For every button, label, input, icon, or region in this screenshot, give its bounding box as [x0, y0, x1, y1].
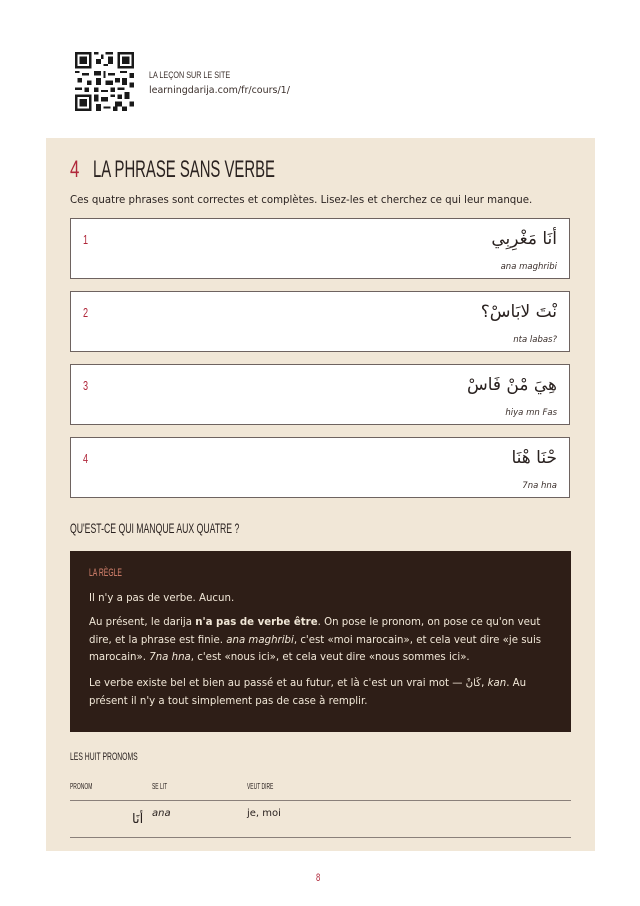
- question-heading: QU'EST-CE QUI MANQUE AUX QUATRE ?: [70, 520, 240, 536]
- sentence-arabic: أنَا مَغْرِبِي: [491, 229, 557, 249]
- sentence-transliteration: ana maghribi: [500, 262, 557, 272]
- sentence-card: [70, 364, 570, 425]
- sentence-arabic: حْنَا هْنَا: [511, 448, 557, 468]
- pronoun-reading: ana: [152, 808, 171, 819]
- qr-url[interactable]: learningdarija.com/fr/cours/1/: [149, 85, 290, 96]
- table-divider: [70, 837, 571, 838]
- sentence-arabic: هِيَ مْنْ فَاسْ: [466, 375, 557, 395]
- rule-paragraph: Au présent, le darija n'a pas de verbe être. On pose le pronom, on pose ce qu'on veut dire, et la phrase est finie. ana maghribi, c'est «moi marocain», et cela veut dire «je suis marocain». 7na hna, c'est «nous ici», et cela veut dire «nous sommes ici».: [89, 617, 542, 663]
- sentence-transliteration: nta labas?: [513, 335, 557, 345]
- sentence-transliteration: hiya mn Fas: [505, 408, 557, 418]
- qr-code: [75, 52, 134, 111]
- section-intro: Ces quatre phrases sont correctes et complètes. Lisez-les et cherchez ce qui leur manque.: [70, 195, 533, 206]
- rule-paragraph: Il n'y a pas de verbe. Aucun.: [89, 593, 235, 604]
- sentence-card: [70, 437, 570, 498]
- sentence-transliteration: 7na hna: [522, 481, 557, 491]
- rule-label: LA RÈGLE: [89, 567, 122, 579]
- sentence-number: 1: [83, 232, 89, 247]
- pronouns-heading: LES HUIT PRONOMS: [70, 751, 138, 763]
- section-number: 4: [70, 156, 80, 183]
- column-header-veut-dire: VEUT DIRE: [247, 782, 274, 791]
- column-header-pronom: PRONOM: [70, 782, 93, 791]
- table-divider: [70, 800, 571, 801]
- rule-paragraph: Le verbe existe bel et bien au passé et au futur, et là c'est un vrai mot — كَانْ, kan. Au présent il n'y a tout simplement pas de case à remplir.: [89, 678, 527, 707]
- pronoun-meaning: je, moi: [247, 808, 281, 819]
- sentence-number: 2: [83, 305, 89, 320]
- sentence-card: [70, 291, 570, 352]
- sentence-card: [70, 218, 570, 279]
- sentence-number: 4: [83, 451, 89, 466]
- section-title: LA PHRASE SANS VERBE: [93, 156, 275, 183]
- qr-title: LA LEÇON SUR LE SITE: [149, 70, 231, 80]
- sentence-arabic: نْتَ لابَاسْ؟: [480, 302, 557, 322]
- page-number: 8: [316, 872, 321, 884]
- pronoun-arabic: أنَا: [132, 812, 144, 827]
- sentence-number: 3: [83, 378, 89, 393]
- rule-box: [70, 551, 571, 732]
- column-header-se-lit: SE LIT: [152, 782, 168, 791]
